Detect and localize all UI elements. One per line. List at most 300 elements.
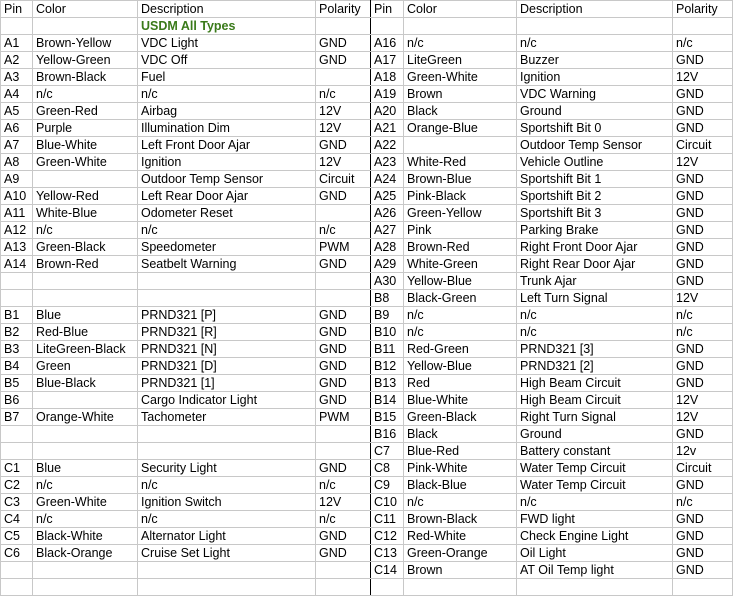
cell-pin[interactable] (1, 273, 33, 290)
header-color[interactable]: Color (33, 1, 138, 18)
cell-description[interactable]: Ignition (138, 154, 316, 171)
cell-description[interactable]: Alternator Light (138, 528, 316, 545)
cell-polarity-right[interactable]: n/c (673, 307, 733, 324)
section-title[interactable]: USDM All Types (138, 18, 316, 35)
cell-description[interactable]: n/c (138, 477, 316, 494)
cell-color[interactable] (33, 579, 138, 596)
cell-polarity[interactable]: GND (316, 375, 371, 392)
cell-color-right[interactable] (404, 579, 517, 596)
cell-polarity-right[interactable] (673, 579, 733, 596)
header-color-right[interactable]: Color (404, 1, 517, 18)
cell-polarity[interactable]: GND (316, 188, 371, 205)
cell-pin[interactable]: B6 (1, 392, 33, 409)
cell-description-right[interactable]: Ground (517, 426, 673, 443)
cell-description-right[interactable]: Parking Brake (517, 222, 673, 239)
cell-pin[interactable]: A7 (1, 137, 33, 154)
cell-pin[interactable]: C2 (1, 477, 33, 494)
cell-color-right[interactable]: Blue-White (404, 392, 517, 409)
cell-pin[interactable]: C3 (1, 494, 33, 511)
cell-color-right[interactable]: Red (404, 375, 517, 392)
cell-polarity-right[interactable]: Circuit (673, 137, 733, 154)
cell-description[interactable]: VDC Light (138, 35, 316, 52)
cell-polarity-right[interactable]: GND (673, 256, 733, 273)
cell-polarity-right[interactable]: GND (673, 120, 733, 137)
cell-color[interactable] (33, 392, 138, 409)
cell-polarity[interactable]: GND (316, 341, 371, 358)
cell-polarity-right[interactable]: Circuit (673, 460, 733, 477)
cell-pin-right[interactable]: A22 (371, 137, 404, 154)
cell-pin-right[interactable]: C13 (371, 545, 404, 562)
cell-pin[interactable]: A12 (1, 222, 33, 239)
cell-color[interactable]: Black-White (33, 528, 138, 545)
cell-color-right[interactable]: n/c (404, 324, 517, 341)
cell-pin-right[interactable]: A29 (371, 256, 404, 273)
cell-description[interactable]: Speedometer (138, 239, 316, 256)
cell-polarity-right[interactable]: GND (673, 86, 733, 103)
cell-color[interactable]: Green-Black (33, 239, 138, 256)
cell-polarity-right[interactable]: GND (673, 103, 733, 120)
cell-pin-right[interactable]: A20 (371, 103, 404, 120)
cell-pin-right[interactable]: C12 (371, 528, 404, 545)
cell-color-right[interactable]: Green-Orange (404, 545, 517, 562)
cell-polarity-right[interactable]: 12V (673, 290, 733, 307)
cell-polarity[interactable] (316, 579, 371, 596)
cell-color[interactable] (33, 426, 138, 443)
cell-description[interactable]: PRND321 [P] (138, 307, 316, 324)
cell-description[interactable]: Left Rear Door Ajar (138, 188, 316, 205)
cell-color-right[interactable]: n/c (404, 307, 517, 324)
cell-description[interactable]: Left Front Door Ajar (138, 137, 316, 154)
cell-description-right[interactable]: Right Turn Signal (517, 409, 673, 426)
cell-color-right[interactable]: n/c (404, 494, 517, 511)
cell-description[interactable]: PRND321 [R] (138, 324, 316, 341)
header-row (1, 1, 733, 18)
cell-pin-right[interactable]: B8 (371, 290, 404, 307)
cell-polarity-right[interactable]: GND (673, 273, 733, 290)
cell-pin[interactable]: B3 (1, 341, 33, 358)
cell-polarity[interactable] (316, 443, 371, 460)
cell-color-right[interactable]: Brown-Blue (404, 171, 517, 188)
cell-pin[interactable]: A8 (1, 154, 33, 171)
cell-pin[interactable]: C6 (1, 545, 33, 562)
cell-pin-right[interactable]: B16 (371, 426, 404, 443)
cell-color[interactable]: Orange-White (33, 409, 138, 426)
cell-polarity[interactable] (316, 18, 371, 35)
cell-pin[interactable]: B5 (1, 375, 33, 392)
cell-pin-right[interactable]: A28 (371, 239, 404, 256)
cell-description-right[interactable] (517, 18, 673, 35)
header-pin[interactable]: Pin (1, 1, 33, 18)
cell-pin-right[interactable]: B11 (371, 341, 404, 358)
cell-polarity-right[interactable]: GND (673, 205, 733, 222)
cell-color-right[interactable]: Red-Green (404, 341, 517, 358)
cell-color[interactable] (33, 273, 138, 290)
cell-pin[interactable]: C5 (1, 528, 33, 545)
cell-pin[interactable] (1, 562, 33, 579)
cell-color-right[interactable]: Yellow-Blue (404, 358, 517, 375)
cell-description[interactable]: Tachometer (138, 409, 316, 426)
table-row (1, 324, 733, 341)
cell-color[interactable]: Purple (33, 120, 138, 137)
table-row (1, 460, 733, 477)
cell-description[interactable]: PRND321 [D] (138, 358, 316, 375)
cell-color[interactable] (33, 562, 138, 579)
table-row (1, 307, 733, 324)
cell-color-right[interactable]: Brown (404, 86, 517, 103)
cell-polarity[interactable]: GND (316, 137, 371, 154)
cell-polarity[interactable] (316, 562, 371, 579)
cell-pin[interactable]: B2 (1, 324, 33, 341)
cell-color[interactable]: Red-Blue (33, 324, 138, 341)
table-row (1, 205, 733, 222)
cell-pin-right[interactable]: B15 (371, 409, 404, 426)
cell-pin[interactable]: C4 (1, 511, 33, 528)
cell-color-right[interactable]: Brown-Black (404, 511, 517, 528)
cell-pin-right[interactable]: A23 (371, 154, 404, 171)
cell-pin-right[interactable]: A30 (371, 273, 404, 290)
cell-description-right[interactable]: Sportshift Bit 3 (517, 205, 673, 222)
header-description-right[interactable]: Description (517, 1, 673, 18)
table-row (1, 392, 733, 409)
cell-color[interactable]: Black-Orange (33, 545, 138, 562)
cell-description[interactable] (138, 562, 316, 579)
cell-description-right[interactable]: Right Front Door Ajar (517, 239, 673, 256)
cell-polarity[interactable]: GND (316, 35, 371, 52)
cell-polarity[interactable]: GND (316, 256, 371, 273)
table-row (1, 52, 733, 69)
table-row (1, 86, 733, 103)
cell-color[interactable]: Blue-Black (33, 375, 138, 392)
table-row (1, 341, 733, 358)
cell-pin-right[interactable]: C10 (371, 494, 404, 511)
cell-pin[interactable]: A3 (1, 69, 33, 86)
cell-pin[interactable] (1, 18, 33, 35)
header-polarity-right[interactable]: Polarity (673, 1, 733, 18)
cell-color[interactable]: LiteGreen-Black (33, 341, 138, 358)
cell-pin[interactable]: A9 (1, 171, 33, 188)
cell-polarity-right[interactable]: 12V (673, 392, 733, 409)
cell-description[interactable]: Cruise Set Light (138, 545, 316, 562)
cell-pin-right[interactable]: B9 (371, 307, 404, 324)
cell-color-right[interactable]: Green-White (404, 69, 517, 86)
cell-color[interactable]: n/c (33, 477, 138, 494)
table-row (1, 290, 733, 307)
cell-polarity[interactable]: 12V (316, 494, 371, 511)
cell-color-right[interactable]: Black (404, 103, 517, 120)
cell-color-right[interactable]: Green-Black (404, 409, 517, 426)
table-row (1, 239, 733, 256)
cell-description-right[interactable]: High Beam Circuit (517, 375, 673, 392)
cell-pin-right[interactable]: A24 (371, 171, 404, 188)
cell-polarity[interactable]: GND (316, 307, 371, 324)
cell-description-right[interactable]: n/c (517, 324, 673, 341)
cell-color-right[interactable]: Black-Green (404, 290, 517, 307)
cell-polarity[interactable]: 12V (316, 103, 371, 120)
cell-description-right[interactable]: Trunk Ajar (517, 273, 673, 290)
cell-description[interactable]: VDC Off (138, 52, 316, 69)
cell-color-right[interactable]: Brown (404, 562, 517, 579)
cell-polarity[interactable]: n/c (316, 86, 371, 103)
cell-polarity-right[interactable]: GND (673, 171, 733, 188)
cell-polarity[interactable] (316, 290, 371, 307)
cell-color[interactable] (33, 171, 138, 188)
cell-description-right[interactable]: Sportshift Bit 2 (517, 188, 673, 205)
table-row (1, 35, 733, 52)
cell-color[interactable]: Blue (33, 307, 138, 324)
cell-polarity-right[interactable]: GND (673, 52, 733, 69)
cell-pin-right[interactable]: B10 (371, 324, 404, 341)
cell-color-right[interactable]: Pink-White (404, 460, 517, 477)
cell-description-right[interactable]: Vehicle Outline (517, 154, 673, 171)
cell-color[interactable] (33, 443, 138, 460)
cell-polarity[interactable]: GND (316, 324, 371, 341)
cell-description-right[interactable]: Water Temp Circuit (517, 477, 673, 494)
cell-pin-right[interactable]: A16 (371, 35, 404, 52)
cell-pin[interactable]: A10 (1, 188, 33, 205)
cell-pin[interactable]: B1 (1, 307, 33, 324)
table-row (1, 528, 733, 545)
cell-description-right[interactable]: Check Engine Light (517, 528, 673, 545)
cell-polarity-right[interactable]: GND (673, 188, 733, 205)
cell-polarity-right[interactable]: GND (673, 511, 733, 528)
cell-color[interactable]: Yellow-Red (33, 188, 138, 205)
cell-polarity[interactable]: Circuit (316, 171, 371, 188)
cell-color-right[interactable]: Yellow-Blue (404, 273, 517, 290)
cell-pin-right[interactable] (371, 18, 404, 35)
cell-color-right[interactable]: LiteGreen (404, 52, 517, 69)
cell-pin[interactable]: A6 (1, 120, 33, 137)
cell-color-right[interactable]: White-Red (404, 154, 517, 171)
cell-polarity-right[interactable]: GND (673, 426, 733, 443)
cell-polarity-right[interactable]: n/c (673, 324, 733, 341)
cell-description-right[interactable]: VDC Warning (517, 86, 673, 103)
cell-pin-right[interactable]: C8 (371, 460, 404, 477)
cell-description[interactable]: Illumination Dim (138, 120, 316, 137)
cell-description[interactable] (138, 426, 316, 443)
cell-description-right[interactable]: Sportshift Bit 1 (517, 171, 673, 188)
cell-pin-right[interactable]: A26 (371, 205, 404, 222)
cell-color[interactable]: Brown-Yellow (33, 35, 138, 52)
header-pin-right[interactable]: Pin (371, 1, 404, 18)
cell-description-right[interactable]: FWD light (517, 511, 673, 528)
cell-color-right[interactable]: Black-Blue (404, 477, 517, 494)
cell-description-right[interactable] (517, 579, 673, 596)
cell-description-right[interactable]: n/c (517, 494, 673, 511)
cell-color-right[interactable]: Green-Yellow (404, 205, 517, 222)
cell-polarity-right[interactable] (673, 18, 733, 35)
cell-pin[interactable]: C1 (1, 460, 33, 477)
cell-pin[interactable]: A14 (1, 256, 33, 273)
cell-description[interactable]: n/c (138, 222, 316, 239)
cell-polarity-right[interactable]: 12v (673, 443, 733, 460)
cell-color-right[interactable]: Blue-Red (404, 443, 517, 460)
cell-polarity[interactable] (316, 273, 371, 290)
cell-polarity-right[interactable]: GND (673, 545, 733, 562)
table-row (1, 171, 733, 188)
cell-color-right[interactable]: Pink (404, 222, 517, 239)
cell-color[interactable]: n/c (33, 511, 138, 528)
cell-pin-right[interactable]: B12 (371, 358, 404, 375)
table-row (1, 69, 733, 86)
cell-color[interactable]: Blue-White (33, 137, 138, 154)
table-row (1, 511, 733, 528)
cell-pin-right[interactable]: C14 (371, 562, 404, 579)
cell-pin[interactable]: A1 (1, 35, 33, 52)
cell-description[interactable]: PRND321 [1] (138, 375, 316, 392)
cell-polarity-right[interactable]: GND (673, 477, 733, 494)
cell-pin[interactable]: A13 (1, 239, 33, 256)
cell-polarity-right[interactable]: 12V (673, 154, 733, 171)
cell-description[interactable]: Security Light (138, 460, 316, 477)
cell-color[interactable]: Green-White (33, 494, 138, 511)
cell-description-right[interactable]: n/c (517, 307, 673, 324)
cell-pin-right[interactable]: A18 (371, 69, 404, 86)
table-row (1, 188, 733, 205)
cell-description-right[interactable]: Sportshift Bit 0 (517, 120, 673, 137)
cell-polarity-right[interactable]: 12V (673, 409, 733, 426)
table-row (1, 443, 733, 460)
cell-description[interactable]: Odometer Reset (138, 205, 316, 222)
cell-polarity[interactable]: GND (316, 460, 371, 477)
cell-color[interactable] (33, 290, 138, 307)
cell-polarity-right[interactable]: n/c (673, 35, 733, 52)
cell-description[interactable]: Outdoor Temp Sensor (138, 171, 316, 188)
cell-polarity-right[interactable]: 12V (673, 69, 733, 86)
table-row (1, 103, 733, 120)
cell-color-right[interactable]: Red-White (404, 528, 517, 545)
cell-color-right[interactable] (404, 18, 517, 35)
cell-color[interactable]: Green (33, 358, 138, 375)
cell-polarity[interactable] (316, 69, 371, 86)
cell-description[interactable]: Fuel (138, 69, 316, 86)
cell-description-right[interactable]: Ignition (517, 69, 673, 86)
cell-color[interactable]: n/c (33, 86, 138, 103)
cell-description[interactable] (138, 273, 316, 290)
cell-polarity[interactable]: 12V (316, 154, 371, 171)
cell-description[interactable] (138, 290, 316, 307)
cell-description-right[interactable]: AT Oil Temp light (517, 562, 673, 579)
cell-pin-right[interactable]: C11 (371, 511, 404, 528)
cell-pin[interactable]: A11 (1, 205, 33, 222)
cell-description-right[interactable]: Water Temp Circuit (517, 460, 673, 477)
cell-polarity[interactable]: n/c (316, 477, 371, 494)
cell-description-right[interactable]: Left Turn Signal (517, 290, 673, 307)
cell-color[interactable]: Brown-Black (33, 69, 138, 86)
cell-description[interactable]: n/c (138, 86, 316, 103)
cell-polarity-right[interactable]: GND (673, 358, 733, 375)
cell-pin[interactable] (1, 579, 33, 596)
cell-color-right[interactable]: Black (404, 426, 517, 443)
cell-polarity[interactable]: GND (316, 392, 371, 409)
cell-polarity[interactable]: PWM (316, 409, 371, 426)
cell-description[interactable]: PRND321 [N] (138, 341, 316, 358)
cell-pin[interactable]: A4 (1, 86, 33, 103)
cell-description-right[interactable]: n/c (517, 35, 673, 52)
table-row (1, 494, 733, 511)
cell-description-right[interactable]: Outdoor Temp Sensor (517, 137, 673, 154)
cell-description[interactable] (138, 579, 316, 596)
cell-pin[interactable]: A5 (1, 103, 33, 120)
cell-polarity[interactable] (316, 205, 371, 222)
cell-pin-right[interactable]: A21 (371, 120, 404, 137)
cell-pin-right[interactable]: B13 (371, 375, 404, 392)
cell-description-right[interactable]: Right Rear Door Ajar (517, 256, 673, 273)
cell-color-right[interactable]: Brown-Red (404, 239, 517, 256)
cell-polarity-right[interactable]: GND (673, 222, 733, 239)
cell-pin[interactable]: B4 (1, 358, 33, 375)
cell-description[interactable]: Airbag (138, 103, 316, 120)
cell-polarity[interactable]: GND (316, 528, 371, 545)
cell-color-right[interactable]: Pink-Black (404, 188, 517, 205)
cell-polarity-right[interactable]: GND (673, 562, 733, 579)
cell-polarity[interactable]: GND (316, 358, 371, 375)
cell-description[interactable]: Seatbelt Warning (138, 256, 316, 273)
cell-polarity[interactable]: GND (316, 545, 371, 562)
cell-pin-right[interactable]: A17 (371, 52, 404, 69)
cell-color[interactable]: White-Blue (33, 205, 138, 222)
cell-color[interactable]: Blue (33, 460, 138, 477)
cell-color-right[interactable]: Orange-Blue (404, 120, 517, 137)
cell-color[interactable] (33, 18, 138, 35)
cell-pin-right[interactable]: B14 (371, 392, 404, 409)
cell-pin-right[interactable]: A27 (371, 222, 404, 239)
cell-pin[interactable] (1, 290, 33, 307)
cell-description[interactable]: Ignition Switch (138, 494, 316, 511)
header-polarity[interactable]: Polarity (316, 1, 371, 18)
cell-polarity[interactable] (316, 426, 371, 443)
cell-polarity-right[interactable]: GND (673, 239, 733, 256)
cell-pin-right[interactable]: A25 (371, 188, 404, 205)
cell-color-right[interactable] (404, 137, 517, 154)
cell-description-right[interactable]: PRND321 [2] (517, 358, 673, 375)
cell-polarity-right[interactable]: n/c (673, 494, 733, 511)
cell-description[interactable]: Cargo Indicator Light (138, 392, 316, 409)
cell-color[interactable]: Yellow-Green (33, 52, 138, 69)
cell-polarity[interactable]: n/c (316, 222, 371, 239)
cell-polarity[interactable]: GND (316, 52, 371, 69)
cell-description-right[interactable]: Ground (517, 103, 673, 120)
cell-description-right[interactable]: Battery constant (517, 443, 673, 460)
cell-pin[interactable]: B7 (1, 409, 33, 426)
cell-pin-right[interactable]: C7 (371, 443, 404, 460)
cell-description[interactable]: n/c (138, 511, 316, 528)
cell-description-right[interactable]: Oil Light (517, 545, 673, 562)
cell-color-right[interactable]: n/c (404, 35, 517, 52)
cell-description-right[interactable]: Buzzer (517, 52, 673, 69)
cell-pin[interactable] (1, 443, 33, 460)
cell-color[interactable]: Brown-Red (33, 256, 138, 273)
cell-color-right[interactable]: White-Green (404, 256, 517, 273)
cell-polarity[interactable]: 12V (316, 120, 371, 137)
cell-polarity-right[interactable]: GND (673, 341, 733, 358)
cell-polarity-right[interactable]: GND (673, 375, 733, 392)
cell-polarity-right[interactable]: GND (673, 528, 733, 545)
cell-color[interactable]: n/c (33, 222, 138, 239)
cell-description[interactable] (138, 443, 316, 460)
cell-color[interactable]: Green-White (33, 154, 138, 171)
cell-pin-right[interactable]: C9 (371, 477, 404, 494)
cell-pin[interactable] (1, 426, 33, 443)
cell-description-right[interactable]: PRND321 [3] (517, 341, 673, 358)
header-description[interactable]: Description (138, 1, 316, 18)
cell-pin[interactable]: A2 (1, 52, 33, 69)
cell-color[interactable]: Green-Red (33, 103, 138, 120)
cell-pin-right[interactable] (371, 579, 404, 596)
cell-polarity[interactable]: n/c (316, 511, 371, 528)
cell-polarity[interactable]: PWM (316, 239, 371, 256)
cell-pin-right[interactable]: A19 (371, 86, 404, 103)
cell-description-right[interactable]: High Beam Circuit (517, 392, 673, 409)
